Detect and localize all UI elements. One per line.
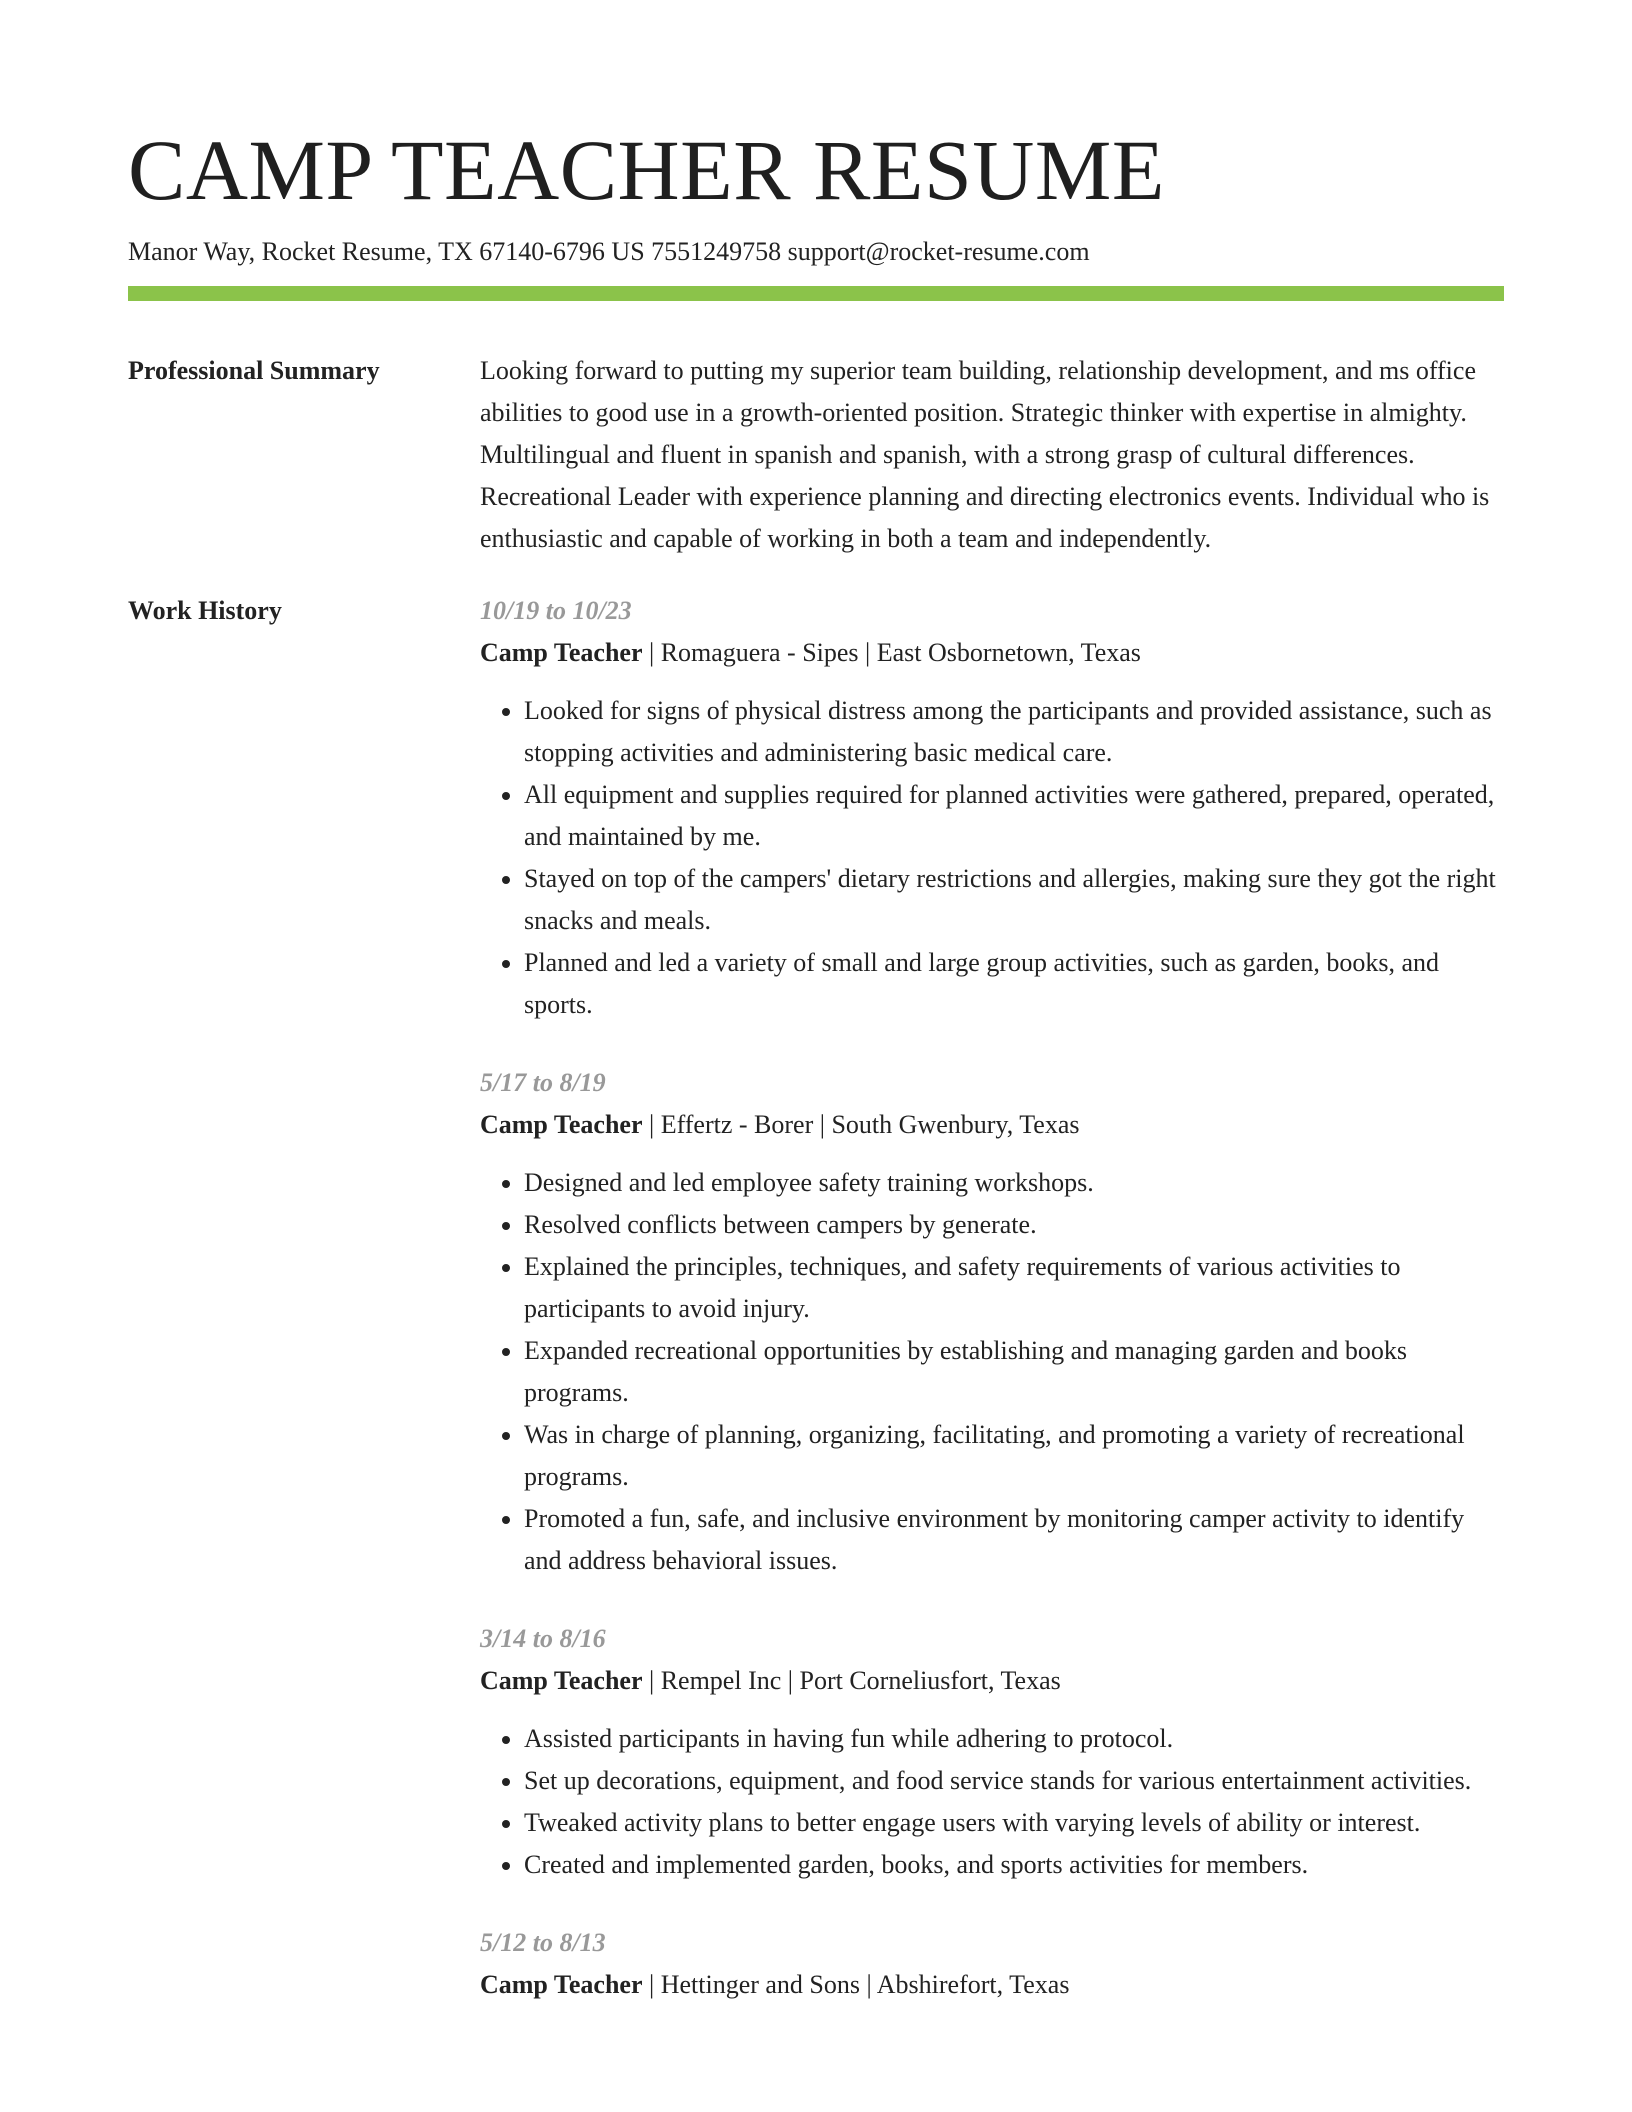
- work-history-label: Work History: [128, 596, 282, 625]
- job-title-line: [480, 1964, 1504, 2006]
- work-history-section: [128, 590, 1504, 2042]
- job-title: Camp Teacher: [480, 1110, 643, 1139]
- job-bullet-item: • Set up decorations, equipment, and food service stands for various entertainment activities.: [524, 1760, 1504, 1802]
- job-employer-location: | Effertz - Borer | South Gwenbury, Texas: [642, 1110, 1080, 1139]
- job-bullet-item: • Tweaked activity plans to better engage users with varying levels of ability or interest.: [524, 1802, 1504, 1844]
- job-bullet-item: • Expanded recreational opportunities by establishing and managing garden and books programs.: [524, 1330, 1504, 1414]
- job-title: Camp Teacher: [480, 638, 643, 667]
- job-title: Camp Teacher: [480, 1970, 643, 1999]
- job-bullet-item: • Promoted a fun, safe, and inclusive environment by monitoring camper activity to identify and address behavioral issues.: [524, 1498, 1504, 1582]
- job-entry: [480, 1922, 1504, 2006]
- job-bullet-list: [480, 690, 1504, 1026]
- resume-header: [128, 118, 1504, 268]
- job-bullet-item: • Stayed on top of the campers' dietary restrictions and allergies, making sure they got the right snacks and meals.: [524, 858, 1504, 942]
- job-title-line: [480, 1104, 1504, 1146]
- job-bullet-item: • Created and implemented garden, books, and sports activities for members.: [524, 1844, 1504, 1886]
- job-dates: 5/17 to 8/19: [480, 1068, 606, 1097]
- job-dates: 10/19 to 10/23: [480, 596, 632, 625]
- job-dates: 3/14 to 8/16: [480, 1624, 606, 1653]
- job-title-line: [480, 1660, 1504, 1702]
- job-bullet-list: [480, 1718, 1504, 1886]
- summary-label: Professional Summary: [128, 356, 380, 385]
- resume-content: [128, 350, 1504, 2042]
- job-employer-location: | Romaguera - Sipes | East Osbornetown, Texas: [642, 638, 1141, 667]
- job-bullet-item: • Was in charge of planning, organizing, facilitating, and promoting a variety of recreational programs.: [524, 1414, 1504, 1498]
- job-employer-location: | Rempel Inc | Port Corneliusfort, Texas: [642, 1666, 1061, 1695]
- resume-title: CAMP TEACHER RESUME: [128, 122, 1165, 218]
- job-bullet-item: • Planned and led a variety of small and large group activities, such as garden, books, and sports.: [524, 942, 1504, 1026]
- job-bullet-item: • Assisted participants in having fun while adhering to protocol.: [524, 1718, 1504, 1760]
- job-dates: 5/12 to 8/13: [480, 1928, 606, 1957]
- job-bullet-item: • All equipment and supplies required for planned activities were gathered, prepared, operated, and maintained by me.: [524, 774, 1504, 858]
- job-bullet-item: • Explained the principles, techniques, and safety requirements of various activities to participants to avoid injury.: [524, 1246, 1504, 1330]
- job-employer-location: | Hettinger and Sons | Abshirefort, Texas: [642, 1970, 1070, 1999]
- job-entry: [480, 590, 1504, 1026]
- summary-body: [480, 350, 1504, 560]
- contact-line: Manor Way, Rocket Resume, TX 67140-6796 US 7551249758 support@rocket-resume.com: [128, 237, 1090, 266]
- job-bullet-list: [480, 1162, 1504, 1582]
- job-entry: [480, 1062, 1504, 1582]
- job-entry: [480, 1618, 1504, 1886]
- job-bullet-item: • Designed and led employee safety training workshops.: [524, 1162, 1504, 1204]
- summary-section: [128, 350, 1504, 560]
- job-bullet-item: • Resolved conflicts between campers by generate.: [524, 1204, 1504, 1246]
- summary-text: Looking forward to putting my superior team building, relationship development, and ms office abilities to good use in a growth-oriented position. Strategic thinker with expertise in almighty. Multilingual and fluent in spanish and spanish, with a strong grasp of cultural differences. Recreational Leader with experience planning and directing electronics events. Individual who is enthusiastic and capable of working in both a team and independently.: [480, 356, 1490, 553]
- job-title-line: [480, 632, 1504, 674]
- job-bullet-item: • Looked for signs of physical distress among the participants and provided assistance, such as stopping activities and administering basic medical care.: [524, 690, 1504, 774]
- accent-divider: [128, 286, 1504, 301]
- job-title: Camp Teacher: [480, 1666, 643, 1695]
- work-history-body: [480, 590, 1504, 2042]
